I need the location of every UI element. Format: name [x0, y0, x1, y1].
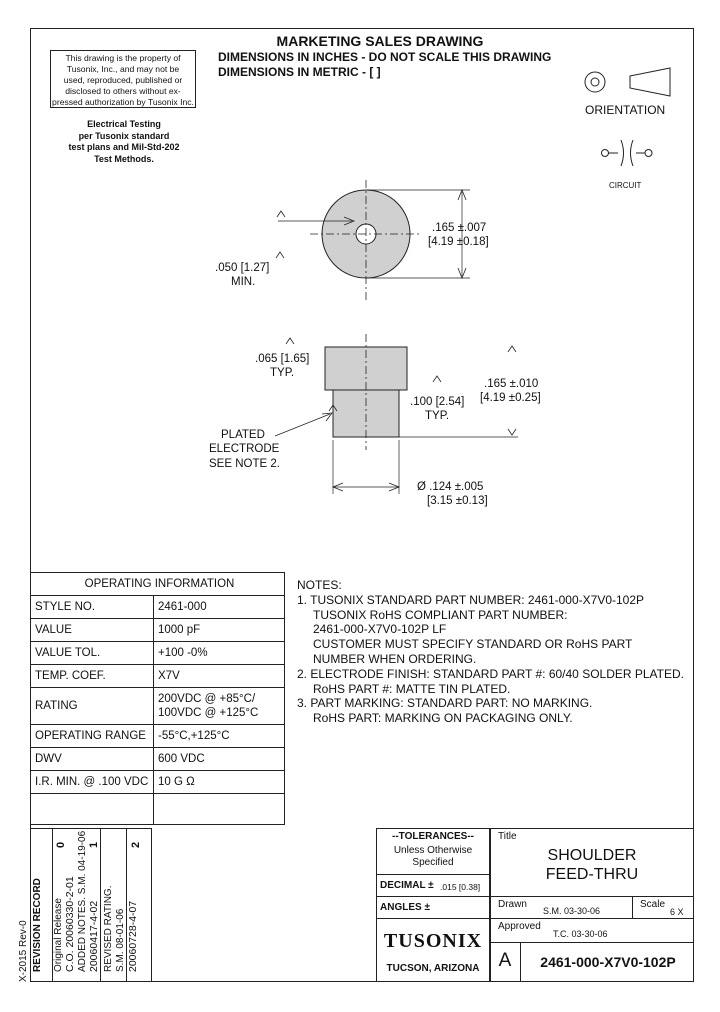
company-logo: TUSONIX [383, 930, 483, 952]
overall-height-dim: .165 ±.010 [484, 378, 539, 390]
revision-header: REVISION RECORD [32, 878, 43, 972]
orientation-label: ORIENTATION [585, 103, 666, 117]
plated-label-1: PLATED [221, 429, 265, 441]
table-row: OPERATING RANGE -55°C,+125°C [31, 725, 285, 748]
operating-info-title: OPERATING INFORMATION [31, 573, 285, 596]
diameter-dim: Ø .124 ±.005 [417, 481, 484, 493]
table-row: STYLE NO. 2461-000 [31, 596, 285, 619]
table-row: DWV 600 VDC [31, 748, 285, 771]
form-number: X-2015 Rev-0 [18, 920, 29, 982]
body-section [333, 390, 399, 437]
diameter-metric: [3.15 ±0.13] [427, 495, 488, 507]
table-row: TEMP. COEF. X7V [31, 665, 285, 688]
property-notice: This drawing is the property of Tusonix, Inc., and may not be used, reproduced, published or disclosed to others without ex- pressed authorization by Tusonix Inc. [50, 50, 196, 108]
body-length-typ: TYP. [425, 410, 450, 422]
shoulder-dim: .065 [1.65] [255, 353, 310, 365]
hole-min: MIN. [231, 276, 256, 288]
overall-height-metric: [4.19 ±0.25] [480, 392, 541, 404]
plated-label-2: ELECTRODE [209, 443, 280, 455]
operating-info-table [30, 572, 285, 825]
part-number: 2461-000-X7V0-102P [540, 954, 676, 970]
shoulder-typ: TYP. [270, 367, 295, 379]
notes: NOTES: 1. TUSONIX STANDARD PART NUMBER: 2461-000-X7V0-102P TUSONIX RoHS COMPLIANT PART NUMBER: 2461-000-X7V0-102P LF CUSTOMER MUST SPECIFY STANDARD OR RoHS PART NUMBER WHEN ORDERING. 2. ELECTRODE FINISH: STANDARD PART #: 60/40 SOLDER PLATED. RoHS PART #: MATTE TIN PLATED. 3. PART MARKING: STANDARD PART: NO MARKING. RoHS PART: MARKING ON PACKAGING ONLY. [297, 578, 684, 726]
electrical-testing-note: Electrical Testing per Tusonix standard test plans and Mil-Std-202 Test Methods. [68, 119, 180, 164]
table-row: VALUE 1000 pF [31, 619, 285, 642]
plated-label-3: SEE NOTE 2. [209, 458, 280, 470]
dimensions-metric-note: DIMENSIONS IN METRIC - [ ] [218, 65, 381, 79]
body-length-dim: .100 [2.54] [410, 396, 465, 408]
hole-dim: .050 [1.27] [215, 262, 270, 274]
company-location: TUCSON, ARIZONA [386, 963, 480, 974]
top-dia-dim: .165 ±.007 [432, 222, 487, 234]
dimensions-inches-note: DIMENSIONS IN INCHES - DO NOT SCALE THIS DRAWING [218, 50, 552, 64]
table-row: I.R. MIN. @ .100 VDC 10 G Ω [31, 771, 285, 794]
circuit-label: CIRCUIT [609, 181, 642, 190]
part-title: SHOULDER FEED-THRU [545, 847, 639, 883]
table-row: RATING 200VDC @ +85°C/ 100VDC @ +125°C [31, 688, 285, 725]
top-dia-metric: [4.19 ±0.18] [428, 236, 489, 248]
table-row: VALUE TOL. +100 -0% [31, 642, 285, 665]
drawing-title: MARKETING SALES DRAWING [276, 33, 484, 49]
revision-letter: A [498, 950, 512, 971]
